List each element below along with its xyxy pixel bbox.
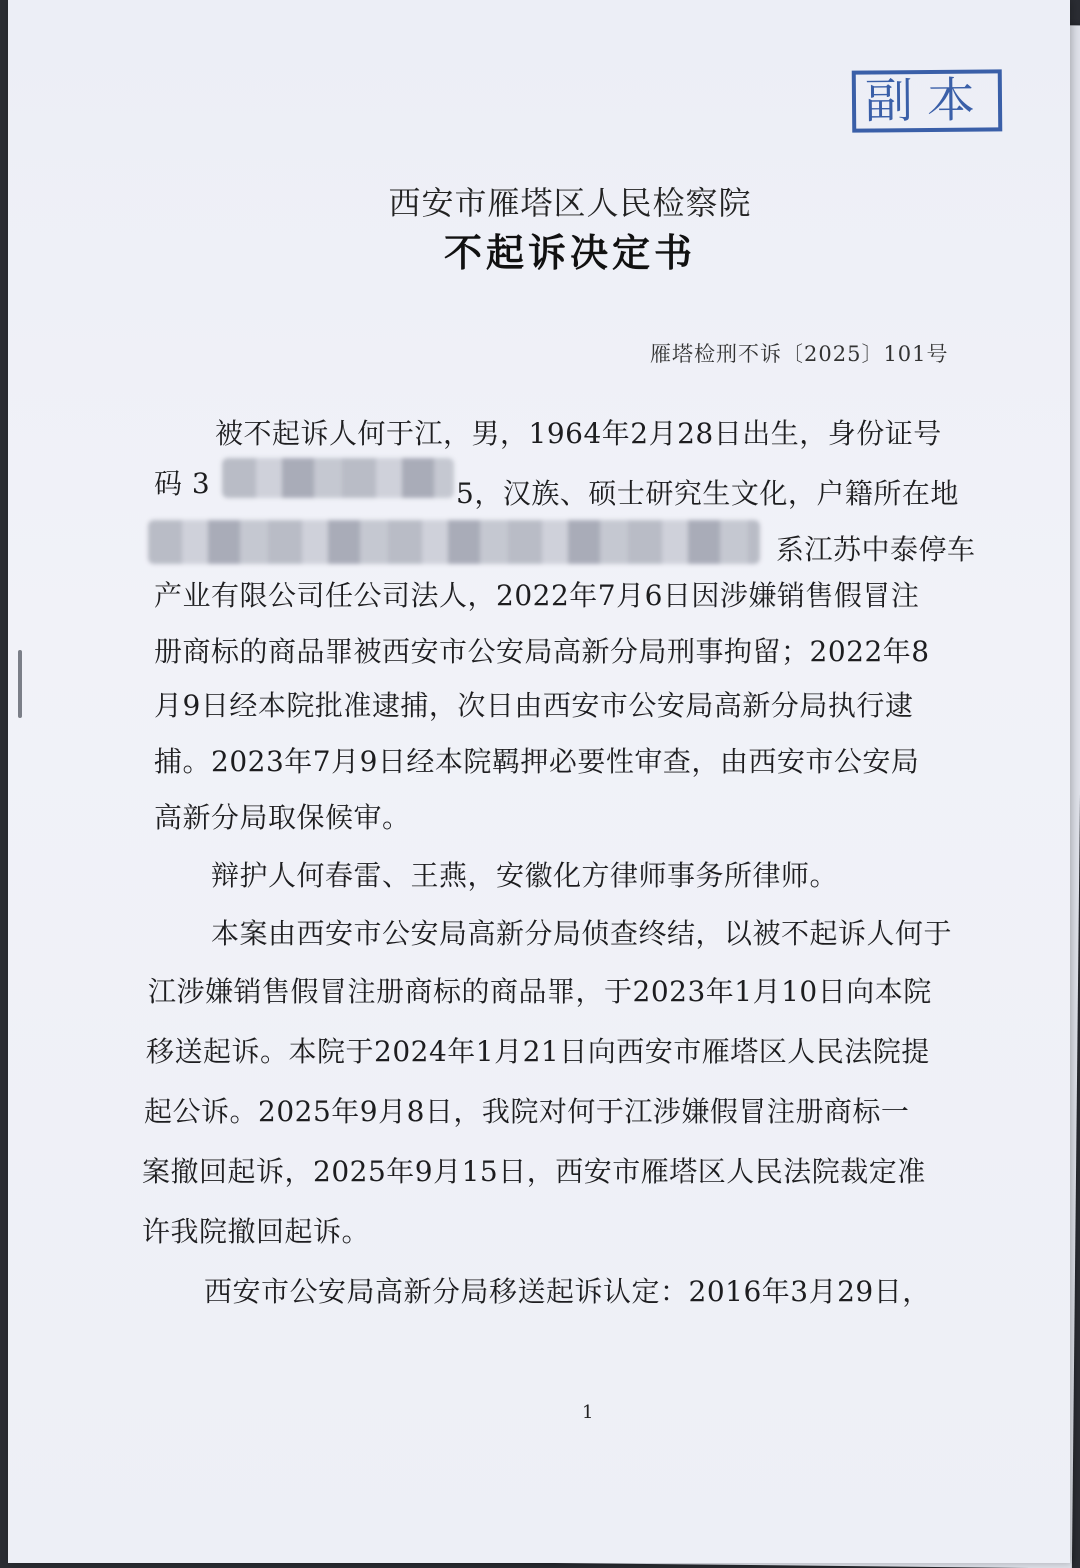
page-edge-mark: [18, 650, 22, 718]
body-line: 捕。2023年7月9日经本院羁押必要性审查，由西安市公安局: [154, 745, 920, 778]
body-line: 案撤回起诉，2025年9月15日，西安市雁塔区人民法院裁定准: [142, 1155, 926, 1188]
body-line: 西安市公安局高新分局移送起诉认定：2016年3月29日，: [204, 1275, 931, 1308]
body-line: 本案由西安市公安局高新分局侦查终结，以被不起诉人何于: [211, 917, 953, 950]
page-number: 1: [582, 1402, 594, 1423]
body-line: 辩护人何春雷、王燕，安徽化方律师事务所律师。: [211, 859, 839, 892]
document-number: 雁塔检刑不诉〔2025〕101号: [650, 342, 949, 366]
copy-stamp: 副本: [852, 69, 1003, 132]
body-line: 高新分局取保候审。: [154, 801, 411, 834]
body-line: 码 3: [154, 467, 211, 500]
body-line: 产业有限公司任公司法人，2022年7月6日因涉嫌销售假冒注: [154, 579, 920, 612]
body-line: 许我院撤回起诉。: [142, 1215, 371, 1248]
body-line: 起公诉。2025年9月8日，我院对何于江涉嫌假冒注册商标一: [144, 1095, 910, 1128]
body-line: 5，汉族、硕士研究生文化，户籍所在地: [456, 477, 959, 510]
body-line: 系江苏中泰停车: [776, 533, 976, 566]
redacted-address: [148, 520, 760, 564]
redacted-id-number: [222, 458, 454, 498]
document-page: [8, 0, 1070, 1563]
document-title: 不起诉决定书: [443, 231, 696, 275]
organization-name: 西安市雁塔区人民检察院: [388, 184, 752, 222]
body-line: 移送起诉。本院于2024年1月21日向西安市雁塔区人民法院提: [146, 1035, 930, 1068]
body-line: 江涉嫌销售假冒注册商标的商品罪，于2023年1月10日向本院: [148, 975, 932, 1008]
body-line: 被不起诉人何于江，男，1964年2月28日出生，身份证号: [215, 417, 942, 450]
body-line: 册商标的商品罪被西安市公安局高新分局刑事拘留；2022年8: [154, 635, 930, 668]
body-line: 月9日经本院批准逮捕，次日由西安市公安局高新分局执行逮: [154, 689, 914, 722]
